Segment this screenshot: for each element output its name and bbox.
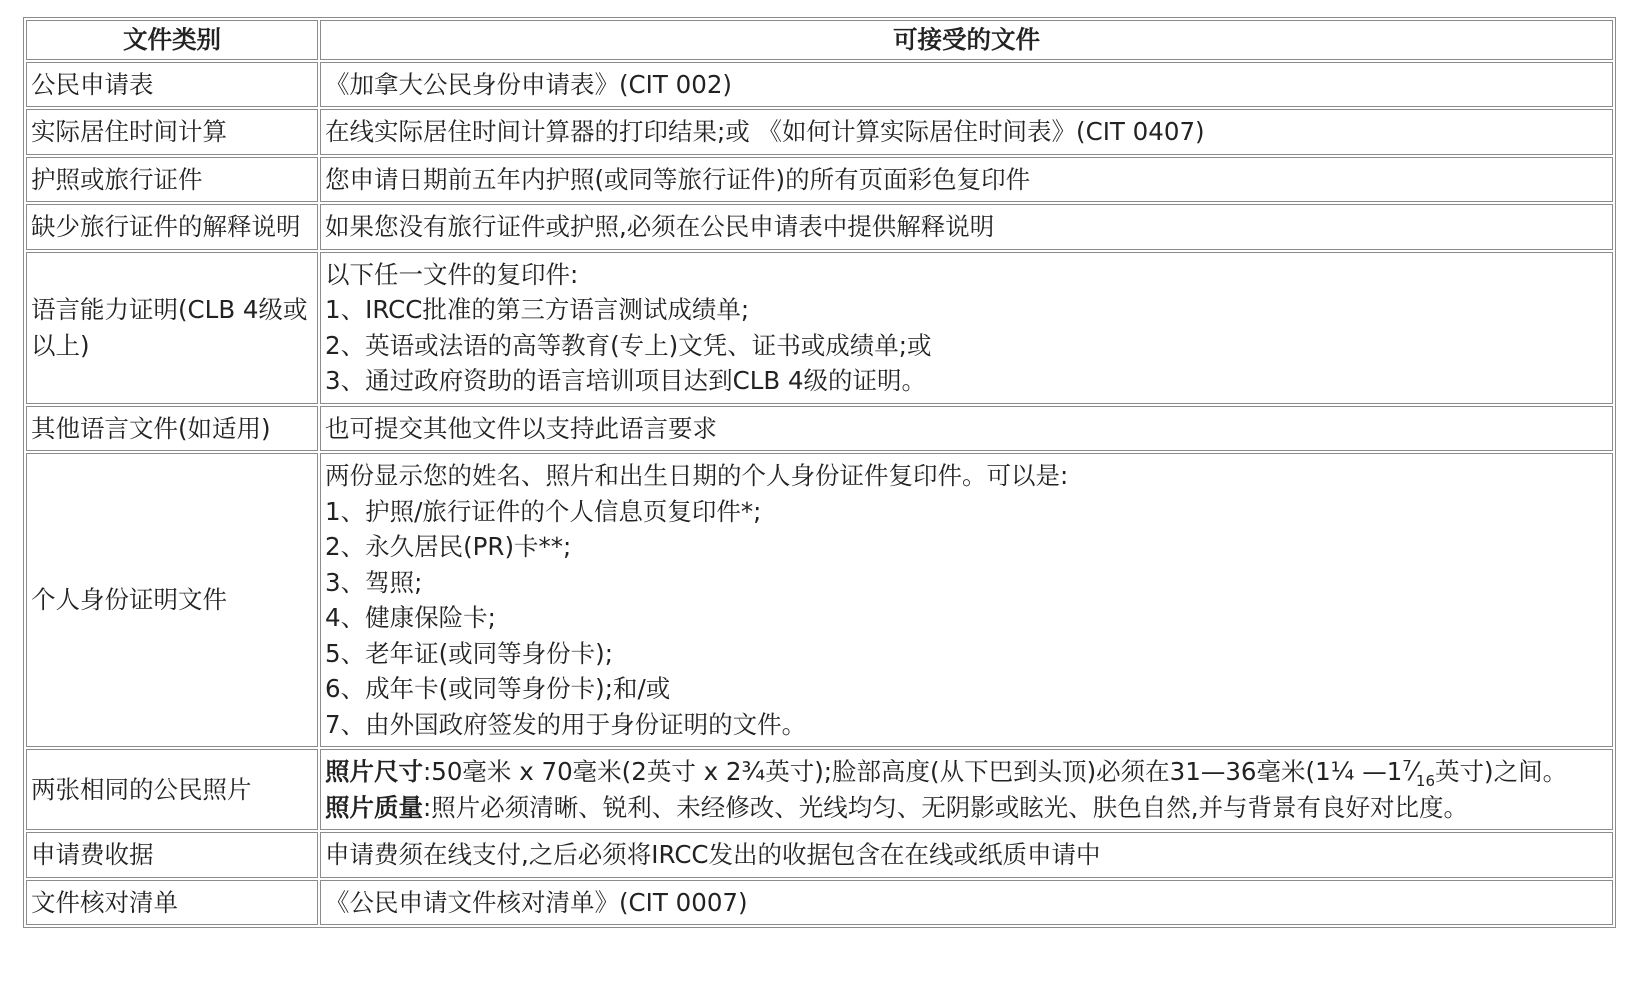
table-row <box>26 252 1613 404</box>
document-line: 2、永久居民(PR)卡**; <box>325 532 572 561</box>
document-line: 1、护照/旅行证件的个人信息页复印件*; <box>325 496 762 526</box>
documents-cell <box>320 157 1613 203</box>
document-line: 也可提交其他文件以支持此语言要求 <box>325 413 717 443</box>
table-row <box>26 832 1613 878</box>
table-row <box>26 453 1613 747</box>
document-line: 6、成年卡(或同等身份卡);和/或 <box>325 674 671 703</box>
documents-cell <box>320 880 1613 926</box>
photo-size-fraction-denominator: 16 <box>1415 771 1436 790</box>
document-line: 《公民申请文件核对清单》(CIT 0007) <box>325 887 748 917</box>
table-header-row <box>26 20 1613 60</box>
document-line: 2、英语或法语的高等教育(专上)文凭、证书或成绩单;或 <box>325 330 932 360</box>
photo-size-paragraph <box>325 754 1608 790</box>
document-line: 7、由外国政府签发的用于身份证明的文件。 <box>325 709 807 739</box>
table-row <box>26 749 1613 830</box>
documents-cell <box>320 832 1613 878</box>
photo-size-label: 照片尺寸 <box>325 757 423 786</box>
document-line: 两份显示您的姓名、照片和出生日期的个人身份证件复印件。可以是: <box>325 461 1069 490</box>
document-line: 1、IRCC批准的第三方语言测试成绩单; <box>325 295 750 324</box>
document-line: 您申请日期前五年内护照(或同等旅行证件)的所有页面彩色复印件 <box>325 164 1031 194</box>
documents-cell <box>320 749 1613 830</box>
documents-cell <box>320 453 1613 747</box>
document-line: 如果您没有旅行证件或护照,必须在公民申请表中提供解释说明 <box>325 212 995 241</box>
category-cell: 两张相同的公民照片 <box>26 749 318 830</box>
header-acceptable-documents: 可接受的文件 <box>320 20 1613 60</box>
table-row <box>26 880 1613 926</box>
category-cell: 其他语言文件(如适用) <box>26 406 318 452</box>
photo-size-fraction-numerator: 7 <box>1402 756 1412 775</box>
header-document-category: 文件类别 <box>26 20 318 60</box>
document-line: 《加拿大公民身份申请表》(CIT 002) <box>325 69 732 99</box>
photo-size-tail: 英寸)之间。 <box>1435 757 1568 786</box>
table-row <box>26 204 1613 250</box>
photo-quality-paragraph <box>325 790 1608 826</box>
photo-quality-label: 照片质量 <box>325 792 423 822</box>
document-line: 3、通过政府资助的语言培训项目达到CLB 4级的证明。 <box>325 366 927 395</box>
document-line: 在线实际居住时间计算器的打印结果;或 《如何计算实际居住时间表》(CIT 0407) <box>325 117 1205 146</box>
category-cell: 缺少旅行证件的解释说明 <box>26 204 318 250</box>
photo-size-text: :50毫米 x 70毫米(2英寸 x 2¾英寸);脸部高度(从下巴到头顶)必须在31—36毫米(1¼ —1 <box>423 757 1403 786</box>
table-row <box>26 62 1613 108</box>
category-cell: 文件核对清单 <box>26 880 318 926</box>
category-cell: 个人身份证明文件 <box>26 453 318 747</box>
table-row <box>26 109 1613 155</box>
documents-table <box>23 17 1616 928</box>
documents-cell <box>320 109 1613 155</box>
photo-quality-text: :照片必须清晰、锐利、未经修改、光线均匀、无阴影或眩光、肤色自然,并与背景有良好对比度。 <box>423 792 1469 822</box>
documents-cell <box>320 204 1613 250</box>
category-cell: 语言能力证明(CLB 4级或以上) <box>26 252 318 404</box>
documents-cell <box>320 252 1613 404</box>
document-line: 4、健康保险卡; <box>325 603 496 632</box>
document-line: 3、驾照; <box>325 567 423 597</box>
category-cell: 公民申请表 <box>26 62 318 108</box>
document-line: 申请费须在线支付,之后必须将IRCC发出的收据包含在在线或纸质申请中 <box>325 840 1101 869</box>
document-line: 以下任一文件的复印件: <box>325 259 579 289</box>
category-cell: 实际居住时间计算 <box>26 109 318 155</box>
category-cell: 申请费收据 <box>26 832 318 878</box>
category-cell: 护照或旅行证件 <box>26 157 318 203</box>
document-line: 5、老年证(或同等身份卡); <box>325 638 613 668</box>
table-row <box>26 157 1613 203</box>
photo-size-fraction-separator: ⁄ <box>1411 757 1416 786</box>
documents-cell <box>320 406 1613 452</box>
documents-cell <box>320 62 1613 108</box>
table-row <box>26 406 1613 452</box>
